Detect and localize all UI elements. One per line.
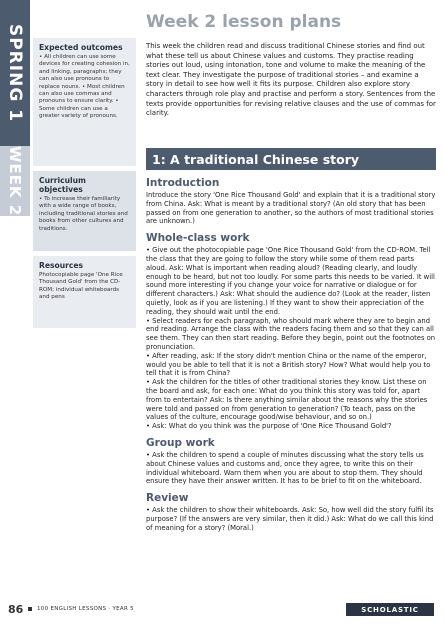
curriculum-box — [33, 171, 136, 251]
page-title: Week 2 lesson plans — [146, 12, 342, 32]
series-title: 100 ENGLISH LESSONS · YEAR 5 — [37, 606, 134, 612]
term-tab — [0, 0, 30, 146]
outcomes-heading: Expected outcomes — [39, 43, 123, 52]
outcomes-box — [33, 38, 136, 166]
intro-paragraph: This week the children read and discuss traditional Chinese stories and find out what these tell us about Chinese values and customs. They practise reading stories out loud, using intonation, tone and volume to make the meaning of the text clear. They investigate the purpose of traditional stories – and examine a story in detail to see how well it fits its purpose. Children also explore story characters through role play and practise and perform a story. Sentences from the texts provide opportunities for revising relative clauses and the use of commas for clarity. — [146, 42, 436, 118]
footer-separator — [28, 607, 32, 611]
whole-class-bullet-3: • After reading, ask: If the story didn't mention China or the name of the emperor, would you be able to tell that it is not a British story? How? What would help you to tell that it is from China? — [146, 351, 431, 378]
outcomes-text: • All children can use some devices for creating cohesion in, and linking, paragraphs; they can also use pronouns to replace nouns. • Most children can also use commas and pronouns to ensure clarity. • Some children can use a greater variety of pronouns. — [39, 54, 130, 120]
curriculum-text: • To increase their familiarity with a wide range of books, including traditional stories and books from other cultures and traditions. — [39, 196, 128, 232]
resources-box — [33, 256, 136, 328]
side-tab-strip — [0, 0, 30, 629]
review-text: • Ask the children to show their whiteboards. Ask: So, how well did the story fulfil its purpose? (If the answers are very similar, then it did.) Ask: What do we call this kind of meaning for a story? (Moral.) — [146, 506, 434, 532]
whole-class-heading: Whole-class work — [146, 232, 250, 245]
whole-class-bullet-2: • Select readers for each paragraph, who should mark where they are to begin and end reading. Arrange the class with the readers facing them and so that they can all see them. They can then start reading. Before they begin, point out the footnotes on pronunciation. — [146, 316, 436, 351]
whole-class-bullets — [146, 246, 436, 431]
introduction-text: Introduce the story 'One Rice Thousand Gold' and explain that it is a traditional story from China. Ask: What is meant by a traditional story? (An old story that has been passed on from one generation to another, so the authors of most traditional stories are unknown.) — [146, 191, 436, 226]
resources-text: Photocopiable page 'One Rice Thousand Gold' from the CD-ROM; individual whiteboards and pens — [39, 272, 123, 301]
strip-blank — [0, 216, 30, 629]
whole-class-bullet-4: • Ask the children for the titles of other traditional stories they know. List these on the board and ask, for each one: What do you think this story was told for, apart from to entertain? Ask: Is there anything similar about the reasons why the stories were told and passed on from generation to generation? (To teach, pass on the values of the culture, encourage good/wise behaviour, and so on.) — [146, 378, 428, 422]
lesson-content — [146, 177, 436, 539]
publisher-logo: SCHOLASTIC — [346, 603, 434, 616]
sidebar — [33, 38, 136, 333]
page-number: 86 — [8, 603, 24, 616]
group-work-text: • Ask the children to spend a couple of minutes discussing what the story tells us about Chinese values and customs and, once they agree, to write this on their individual whiteboard. Warn them when you are about to stop them. They should ensure they have their answer written. It has to be brief to fit on the whiteboard. — [146, 450, 424, 486]
introduction-heading: Introduction — [146, 177, 220, 189]
group-work-heading: Group work — [146, 436, 215, 449]
week-tab-label: WEEK 2 — [6, 145, 24, 217]
curriculum-heading: Curriculum objectives — [39, 176, 86, 194]
resources-heading: Resources — [39, 261, 84, 270]
lesson-banner: 1: A traditional Chinese story — [146, 148, 436, 170]
week-tab — [0, 146, 30, 216]
term-tab-label: SPRING 1 — [5, 23, 25, 123]
whole-class-bullet-5: • Ask: What do you think was the purpose of 'One Rice Thousand Gold'? — [146, 422, 392, 431]
review-heading: Review — [146, 492, 189, 505]
whole-class-bullet-1: • Give out the photocopiable page 'One Rice Thousand Gold' from the CD-ROM. Tell the class that they are going to follow the story while some of them read parts aloud. Ask: What is important when reading aloud? (Reading clearly, and loudly enough to be heard, but not too loudly. For some parts this needs to be varied. It will sound more interesting if you change your voice for narrative or dialogue or for different characters.) Ask: What should the audience do? (Look at the reader, listen quietly, look as if you are listening.) If they want to show their appreciation of the reading, they should wait until the end. — [146, 246, 435, 316]
